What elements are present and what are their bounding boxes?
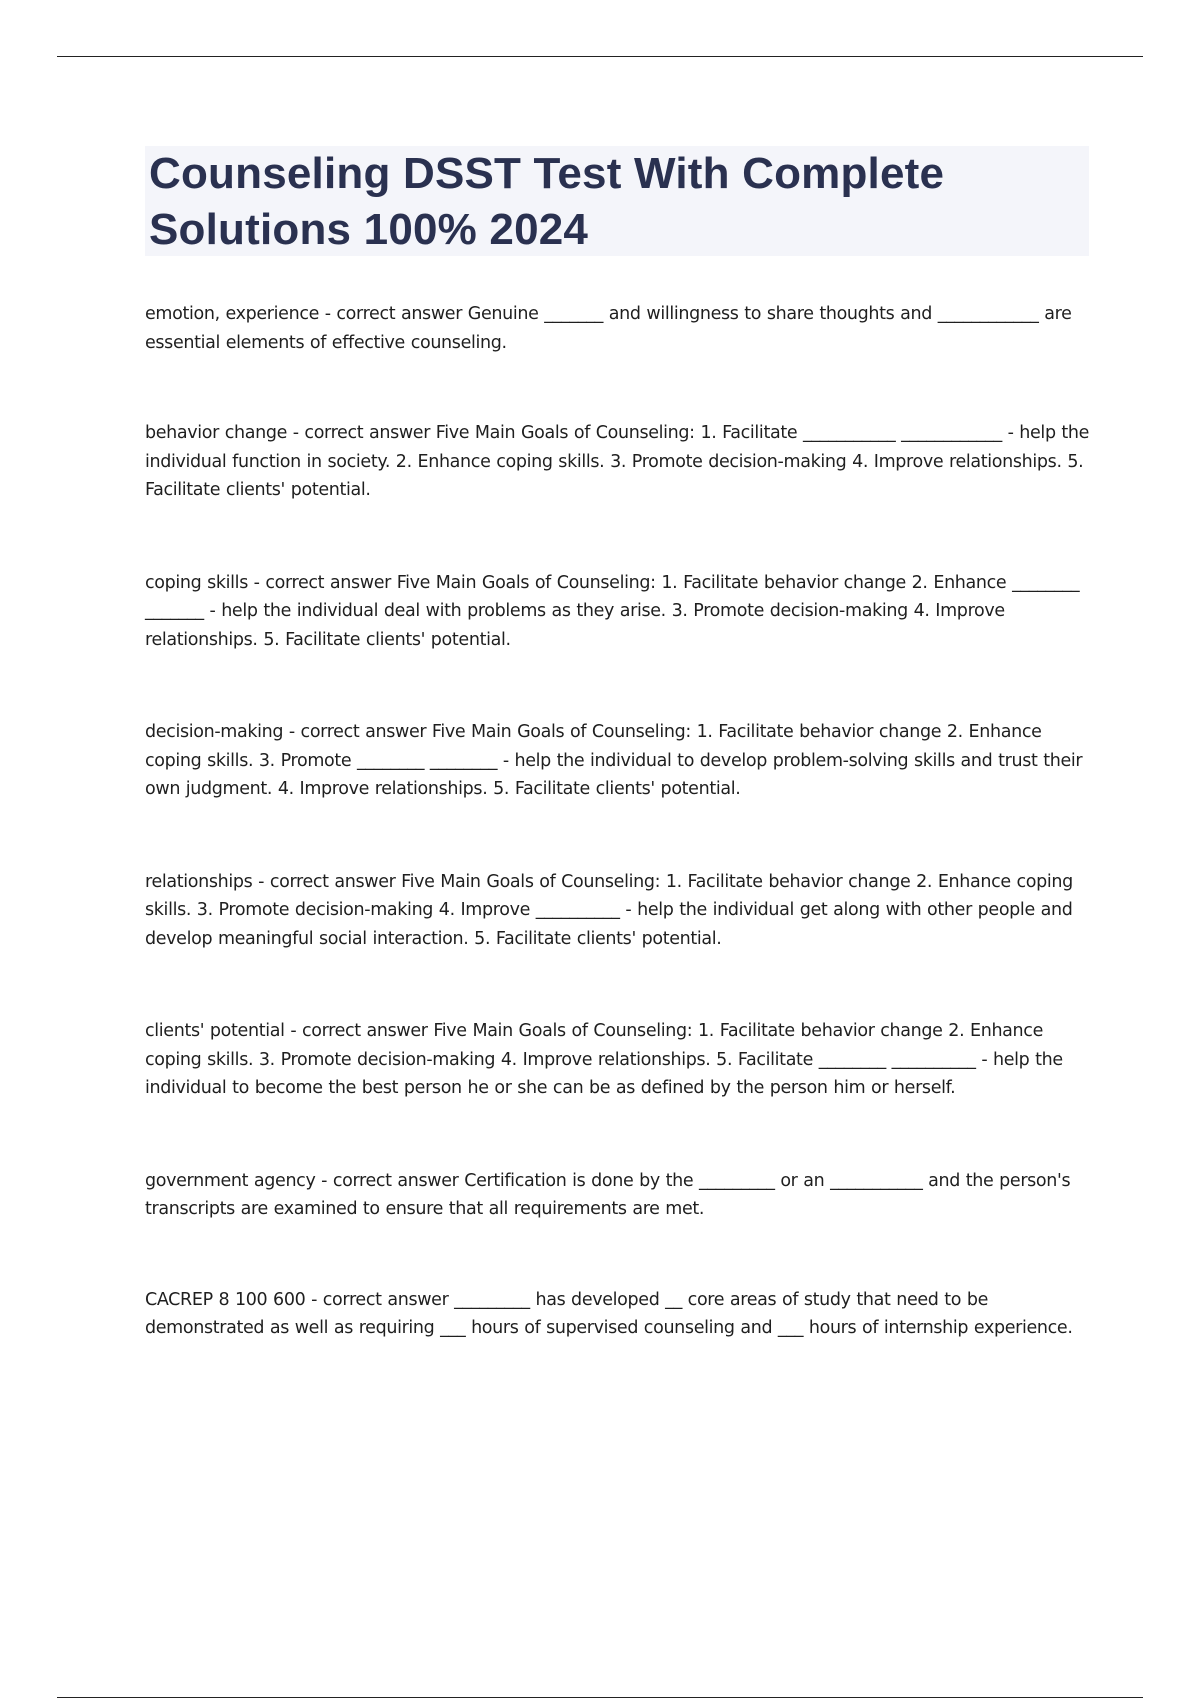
qa-entry: government agency - correct answer Certification is done by the _________ or an ___________ and the person's transcripts are examined to ensure that all requirements are met. [145, 1170, 1071, 1219]
qa-entries [145, 300, 1095, 1343]
qa-entry: behavior change - correct answer Five Main Goals of Counseling: 1. Facilitate ___________ ____________ - help the individual function in society. 2. Enhance coping skills. 3. Promote decision-making 4. Improve relationships. 5. Facilitate clients' potential. [145, 423, 1090, 500]
title-block [145, 146, 1089, 256]
top-rule [57, 56, 1143, 57]
qa-entry: clients' potential - correct answer Five Main Goals of Counseling: 1. Facilitate behavior change 2. Enhance coping skills. 3. Promote decision-making 4. Improve relationships. 5. Facilitate ________ __________ - help the individual to become the best person he or she can be as defined by the person him or herself. [145, 1021, 1063, 1098]
document-title: Counseling DSST Test With Complete Solutions 100% 2024 [149, 149, 945, 254]
qa-entry: decision-making - correct answer Five Main Goals of Counseling: 1. Facilitate behavior change 2. Enhance coping skills. 3. Promote ________ ________ - help the individual to develop problem-solving skills and trust their own judgment. 4. Improve relationships. 5. Facilitate clients' potential. [145, 722, 1083, 799]
qa-entry: CACREP 8 100 600 - correct answer _________ has developed __ core areas of study that need to be demonstrated as well as requiring ___ hours of supervised counseling and ___ hours of internship experience. [145, 1289, 1073, 1338]
bottom-rule [57, 1697, 1143, 1698]
qa-entry: emotion, experience - correct answer Genuine _______ and willingness to share thoughts and ____________ are essential elements of effective counseling. [145, 304, 1072, 353]
qa-entry: relationships - correct answer Five Main Goals of Counseling: 1. Facilitate behavior change 2. Enhance coping skills. 3. Promote decision-making 4. Improve __________ - help the individual get along with other people and develop meaningful social interaction. 5. Facilitate clients' potential. [145, 871, 1073, 949]
qa-entry: coping skills - correct answer Five Main Goals of Counseling: 1. Facilitate behavior change 2. Enhance ________ _______ - help the individual deal with problems as they arise. 3. Promote decision-making 4. Improve relationships. 5. Facilitate clients' potential. [145, 572, 1080, 650]
